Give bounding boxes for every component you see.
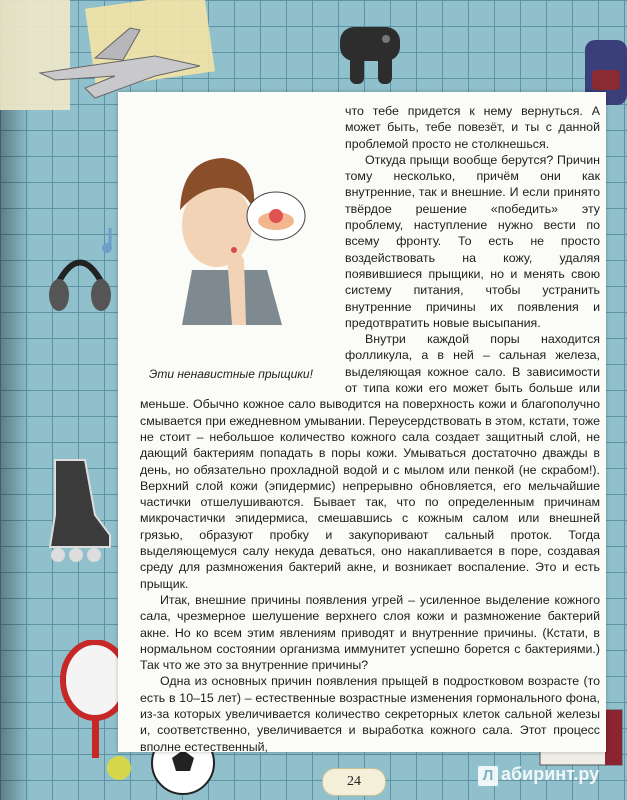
tennis-ball-icon (106, 755, 132, 781)
page-number: 24 (322, 768, 386, 796)
airplane-icon (35, 18, 205, 103)
article-text (140, 103, 600, 755)
paragraph: Одна из основных причин появления прыщей в подростковом возрасте (то есть в 10–15 лет) – естественные возрастные изменения гормонального фона, из-за которых увеличивается количество секреторных клеток сальной железы и, соответственно, увеличивается и выработка кожного сала. Этот процесс вполне естественный, (140, 674, 600, 754)
paragraph: Внутри каждой поры находится фолликула, а в ней – сальная железа, выделяющая кожное сало. В зависимости от типа кожи его может быть больше или меньше. Обычно кожное сало выводится на поверхность кожи и благополучно смывается при ежедневном умывании. Переусердствовать в этом, кстати, тоже не стоит – небольшое количество кожного сала создает защитный слой, не дающий бактериям попадать в поры кожи. Умываться достаточно дважды в день, но обязательно прохладной водой и с мылом или пенкой (не скрабом!). Верхний слой кожи (эпидермис) непрерывно обновляется, его мельчайшие частички отшелушиваются. Бывает так, что по определенным причинам микрочастички эпидермиса, смешавшись с кожным салом или внешней грязью, образуют пробку и закупоривают сальный проток. Тогда выделяющемуся салу некуда деваться, оно накапливается в поре, создавая среду для размножения бактерий акне, и возникает воспаление. Это и есть прыщик. (140, 332, 600, 591)
gamepad-icon (330, 12, 410, 92)
watermark-text: абиринт.ру (501, 764, 600, 784)
page-gutter-shadow (0, 0, 30, 800)
paragraph: что тебе придется к нему вернуться. А может быть, тебе повезёт, и ты с данной проблемой просто не столкнешься. (345, 104, 600, 151)
watermark-logo-icon: Л (478, 766, 498, 786)
paragraph: Итак, внешние причины появления угрей – усиленное выделение кожного сала, чрезмерное шелушение верхнего слоя кожи и размножение бактерий акне. Но ко всем этим явлениям приводят и внутренние причины. (Кстати, в нормальном состоянии организма иммунитет успешно борется с бактериями.) Так что же это за внутренние причины? (140, 592, 600, 673)
rollerblade-icon (40, 455, 115, 565)
illustration-float (140, 103, 345, 388)
watermark (478, 764, 599, 786)
image-caption: Эти ненавистные прыщики! (149, 367, 313, 381)
paragraph: Откуда прыщи вообще берутся? Причин тому несколько, причём они как внутренние, так и внешние. И если принято твёрдое решение «победить» эту проблему, наступление нужно вести по всему фронту. То есть не просто воздействовать на кожу, удаляя появившиеся прыщики, но и менять свою систему питания, чтобы устранить внутренние причины их появления и предотвратить новые высыпания. (345, 152, 600, 330)
